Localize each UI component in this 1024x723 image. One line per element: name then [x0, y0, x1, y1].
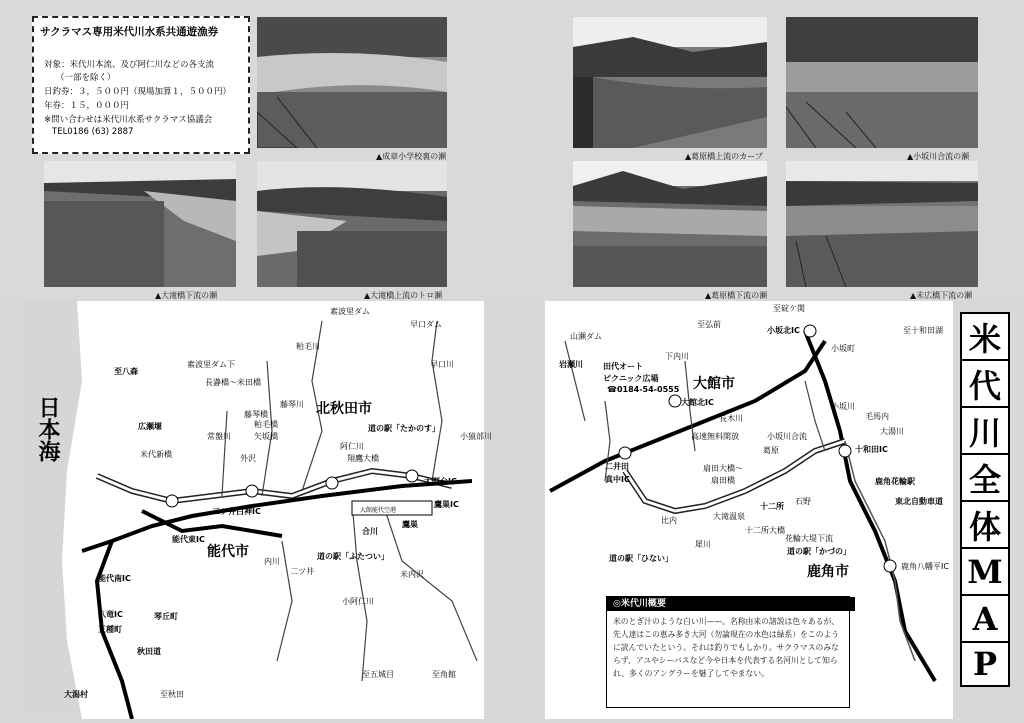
map-label: 小猿部川	[460, 432, 492, 441]
title-char: A	[960, 594, 1010, 643]
map-label: 小坂川合流	[767, 432, 807, 441]
map-label: 至十和田湖	[903, 326, 943, 335]
map-label: 粕毛橋	[254, 420, 278, 429]
title-char: 川	[960, 406, 1010, 455]
map-label: 鹿角八幡平IC	[901, 562, 949, 571]
map-label: 早口ダム	[410, 320, 442, 329]
ticket-line: 年券：１５，０００円	[44, 101, 130, 111]
overview-heading: ◎米代川概要	[607, 597, 855, 611]
title-char: 体	[960, 500, 1010, 549]
map-label: 十二所大橋	[745, 526, 785, 535]
map-label: 岩瀬川	[559, 360, 583, 369]
river-photo	[573, 161, 767, 287]
map-label: 早口川	[430, 360, 454, 369]
photo-caption: ▲大滝橋上流のトロ瀬	[364, 291, 443, 300]
map-label: 花輪大堤下流	[785, 534, 833, 543]
ticket-info-box	[32, 16, 250, 154]
map-label: 米代新橋	[140, 450, 172, 459]
map-label: 小阿仁川	[342, 597, 374, 606]
map-label: 広瀬堰	[138, 422, 162, 431]
map-label: 二ツ井白神IC	[212, 507, 261, 516]
map-label: ピクニック広場	[603, 374, 659, 383]
ticket-line: ※問い合わせは米代川水系サクラマス協議会	[44, 115, 213, 125]
river-photo	[786, 17, 978, 148]
map-label: 粕毛川	[296, 342, 320, 351]
map-label: 鷹巣	[402, 520, 418, 529]
map-label: 二ツ井	[290, 567, 314, 576]
map-label: 大湯川	[880, 427, 904, 436]
map-label: 十二所	[760, 502, 784, 511]
map-label: 至五城目	[362, 670, 394, 679]
map-label: 合川	[362, 527, 378, 536]
map-label: 三種町	[98, 625, 122, 634]
map-label: 小坂川	[831, 402, 855, 411]
map-label: 道の駅「たかのす」	[368, 424, 440, 433]
map-label: 大野台IC	[424, 477, 457, 486]
map-label: 高速無料開放	[691, 432, 739, 441]
map-label: ☎0184-54-0555	[607, 385, 680, 394]
map-label: 長木川	[719, 414, 743, 423]
map-label: 藤琴橋	[244, 410, 268, 419]
map-label: 至弘前	[697, 320, 721, 329]
map-label: 二井田	[605, 462, 629, 471]
map-label: 大館能代空港	[360, 507, 397, 514]
map-label: 素波里ダム下	[187, 360, 235, 369]
title-char: 米	[960, 312, 1010, 361]
map-label: 扇田大橋～	[703, 464, 743, 473]
map-label: 道の駅「ふたつい」	[317, 552, 389, 561]
map-label: 長瀞橋～米田橋	[205, 378, 261, 387]
title-char: 全	[960, 453, 1010, 502]
city-label-noshiro: 能代市	[207, 544, 249, 560]
map-label: 八竜IC	[98, 610, 123, 619]
map-label: 内川	[264, 557, 280, 566]
map-label: 至角館	[432, 670, 456, 679]
map-label: 大潟村	[64, 690, 88, 699]
river-photo	[44, 161, 236, 287]
map-label: 米内沢	[400, 570, 424, 579]
map-label: 道の駅「かづの」	[787, 547, 851, 556]
map-label: 大館北IC	[681, 398, 714, 407]
map-label: 能代南IC	[98, 574, 131, 583]
title-char: 代	[960, 359, 1010, 408]
ticket-line: TEL0186 (63) 2887	[52, 127, 134, 137]
title-char: M	[960, 547, 1010, 596]
city-label-odate: 大館市	[693, 376, 735, 392]
map-label: 田代オート	[603, 362, 643, 371]
map-label: 山瀬ダム	[570, 332, 602, 341]
map-label: 比内	[661, 516, 677, 525]
map-label: 犀川	[695, 540, 711, 549]
photo-caption: ▲末広橋下流の瀬	[910, 291, 973, 300]
river-photo	[786, 161, 978, 287]
city-label-kazuno: 鹿角市	[807, 564, 849, 580]
photo-caption: ▲成章小学校裏の瀬	[376, 152, 447, 161]
map-label: 琴丘町	[154, 612, 178, 621]
map-label: 至碇ケ関	[773, 304, 805, 313]
map-label: 道の駅「ひない」	[609, 554, 673, 563]
ticket-title: サクラマス専用米代川水系共通遊漁券	[40, 26, 219, 38]
river-overview-box	[606, 596, 850, 708]
map-label: 小坂町	[831, 344, 855, 353]
river-photo	[257, 17, 447, 148]
ticket-line: （一部を除く）	[56, 73, 116, 83]
map-label: 葛原	[763, 446, 779, 455]
map-label: 下内川	[665, 352, 689, 361]
map-label: 扇田橋	[711, 476, 735, 485]
map-label: 鹿角花輪駅	[875, 477, 915, 486]
map-label: 藤琴川	[280, 400, 304, 409]
map-label: 至秋田	[160, 690, 184, 699]
left-map	[22, 301, 492, 719]
ticket-line: 対象：米代川本流、及び阿仁川などの各支流	[44, 60, 215, 70]
map-label: 阿仁川	[340, 442, 364, 451]
photo-caption: ▲大滝橋下流の瀬	[155, 291, 218, 300]
river-photo	[257, 161, 447, 287]
map-label: 秋田道	[137, 647, 161, 656]
map-label: 素波里ダム	[330, 307, 370, 316]
map-label: 外沢	[240, 454, 256, 463]
map-label: 鷹巣IC	[434, 500, 459, 509]
map-label: 至八森	[114, 367, 138, 376]
photo-caption: ▲小坂川合流の瀬	[907, 152, 970, 161]
photo-caption: ▲葛原橋上流のカーブ	[685, 152, 763, 161]
map-label: 毛馬内	[865, 412, 889, 421]
map-label: 東北自動車道	[895, 497, 943, 506]
map-label: 常盤川	[207, 432, 231, 441]
city-label-kitaakita: 北秋田市	[316, 401, 372, 417]
overview-text: 米のとぎ汁のような白い川——。名称由来の諸説は色々あるが、先人達はこの恵み多き大河（勿論現在の水色は緑系）をこのように読んでいたという。それは釣りでもしかり。サクラマスのみならず、アユやシーバスなど今や日本を代表する名河川として知られ、多くのアングラーを魅了してやまない。	[613, 617, 840, 678]
title-char: P	[960, 641, 1010, 687]
map-label: 真中IC	[605, 475, 630, 484]
map-label: 大滝温泉	[713, 512, 745, 521]
river-photo	[573, 17, 767, 148]
map-label: 矢坂橋	[254, 432, 278, 441]
ticket-line: 日釣券：３，５００円（現場加算１，５００円）	[44, 87, 232, 97]
map-label: 石野	[795, 497, 811, 506]
sea-label: 日本海	[35, 396, 60, 462]
photo-caption: ▲葛原橋下流の瀬	[705, 291, 768, 300]
map-label: 小坂北IC	[767, 326, 800, 335]
map-label: 能代東IC	[172, 535, 205, 544]
map-label: 翔鷹大橋	[347, 454, 379, 463]
map-label: 十和田IC	[855, 445, 888, 454]
